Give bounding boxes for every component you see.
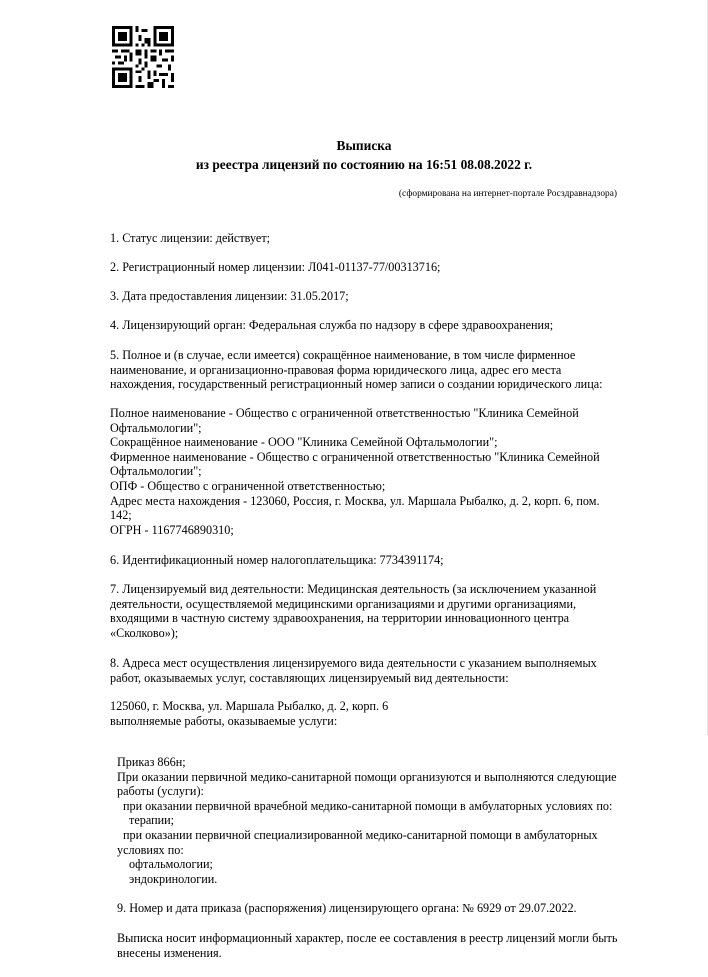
primary-care-line: работы (услуги): [117,784,204,799]
item-7-line: «Сколково»); [110,625,179,640]
formed-note: (сформирована на интернет-портале Росздравнадзора) [398,189,617,199]
item-7-line: входящими в частную систему здравоохранения, на территории инновационного центра [110,611,570,626]
specialized-care-line: условиях по: [117,842,184,857]
org-line: Адрес места нахождения - 123060, Россия, г. Москва, ул. Маршала Рыбалко, д. 2, корп. 6, пом. [110,493,600,508]
org-line: Фирменное наименование - Общество с ограниченной ответственностью "Клиника Семейной [110,449,600,464]
item-7-paragraph [110,582,605,640]
activity-address [110,699,605,728]
service-ophthalmology: офтальмологии; [129,857,213,872]
specialized-care-line: при оказании первичной специализированной медико-санитарной помощи в амбулаторных [123,827,598,842]
item-5-line: нахождения, государственный регистрационный номер записи о создании юридического лица: [110,377,603,392]
address-line: выполняемые работы, оказываемые услуги: [110,713,338,728]
item-8-paragraph [110,656,605,685]
item-5-line: 5. Полное и (в случае, если имеется) сокращённое наименование, в том числе фирменное [110,348,576,362]
footer-line: Выписка носит информационный характер, после ее составления в реестр лицензий могли быть [117,931,618,945]
order-reference: Приказ 866н; [117,755,186,769]
qr-code-icon [112,26,174,88]
outpatient-doctor-line: при оказании первичной врачебной медико-санитарной помощи в амбулаторных условиях по: [123,798,613,813]
org-line: Офтальмологии"; [110,420,202,435]
organization-details [110,406,605,537]
services-block [117,755,617,886]
org-line: Полное наименование - Общество с ограниченной ответственностью "Клиника Семейной [110,406,579,420]
item-5-paragraph [110,348,605,392]
org-line: Сокращённое наименование - ООО "Клиника Семейной Офтальмологии"; [110,435,498,450]
taxpayer-id: 6. Идентификационный номер налогоплательщика: 7734391174; [110,553,444,567]
grant-date: 3. Дата предоставления лицензии: 31.05.2017; [110,289,349,303]
document-subtitle: из реестра лицензий по состоянию на 16:51 08.08.2022 г. [195,157,533,172]
primary-care-line: При оказании первичной медико-санитарной помощи организуются и выполняются следующие [117,769,617,784]
license-status: 1. Статус лицензии: действует; [110,231,271,245]
org-line: 142; [110,508,132,523]
licensing-body: 4. Лицензирующий орган: Федеральная служба по надзору в сфере здравоохранения; [110,318,554,332]
service-therapy: терапии; [129,813,175,828]
order-number-date: 9. Номер и дата приказа (распоряжения) лицензирующего органа: № 6929 от 29.07.2022. [117,901,577,915]
item-5-line: наименование, и организационно-правовая форма юридического лица, адрес его места [110,362,562,377]
item-8-line: работ, оказываемых услуг, составляющих лицензируемый вид деятельности: [110,670,509,685]
registration-number: 2. Регистрационный номер лицензии: Л041-01137-77/00313716; [110,260,441,274]
address-line: 125060, г. Москва, ул. Маршала Рыбалко, д. 2, корп. 6 [110,699,389,713]
org-line: ОПФ - Общество с ограниченной ответственностью; [110,478,386,493]
service-endocrinology: эндокринологии. [129,871,218,886]
item-7-line: 7. Лицензируемый вид деятельности: Медицинская деятельность (за исключением указанной [110,582,597,596]
org-line: ОГРН - 1167746890310; [110,522,234,537]
item-7-line: деятельности, осуществляемой медицинскими организациями и другими организациями, [110,596,577,611]
footer-line: внесены изменения. [117,945,222,960]
footer-note [117,931,617,960]
document-title: Выписка [336,138,392,153]
item-8-line: 8. Адреса мест осуществления лицензируемого вида деятельности с указанием выполняемых [110,656,597,670]
org-line: Офтальмологии"; [110,464,202,479]
